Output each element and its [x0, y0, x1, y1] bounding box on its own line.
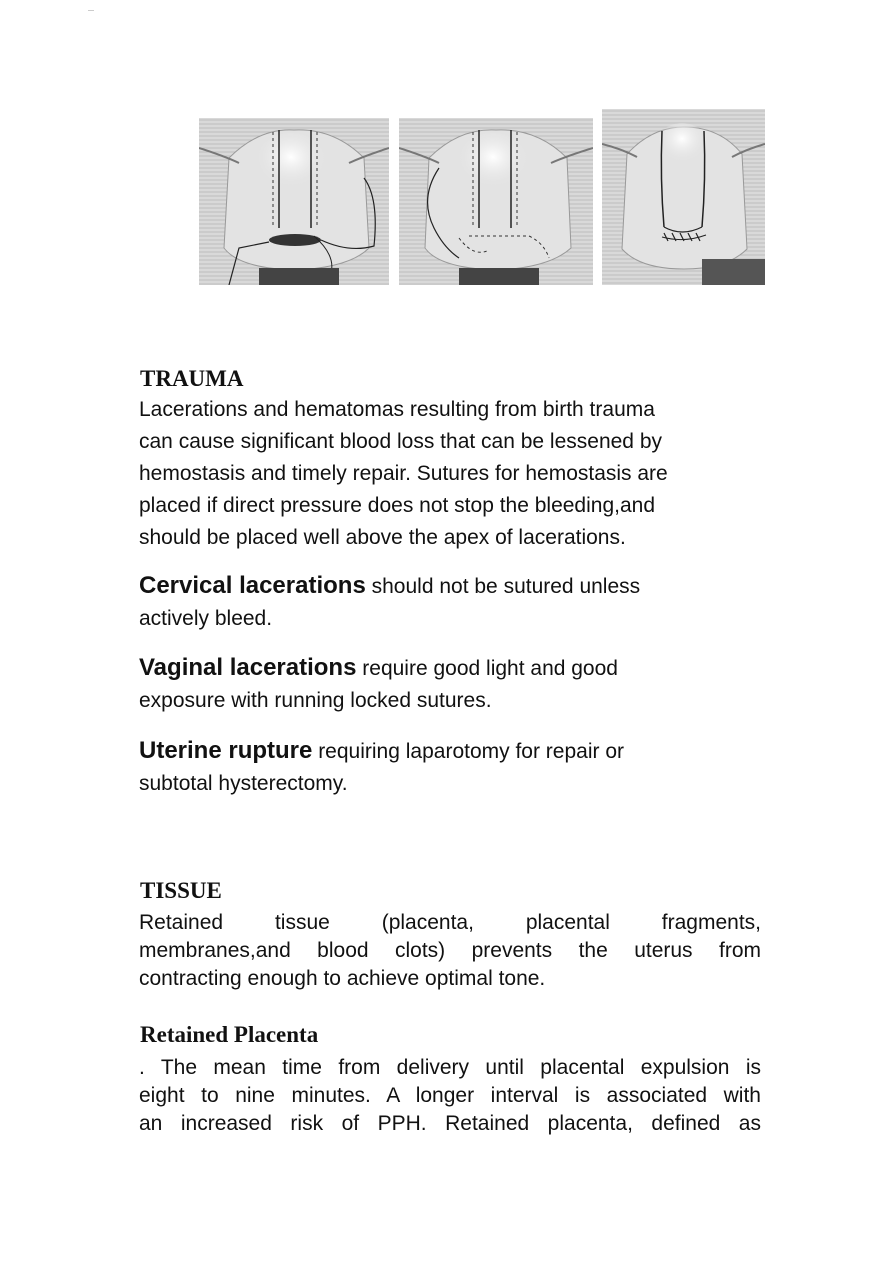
uterine-lead: Uterine rupture	[139, 737, 313, 764]
tissue-line: membranes,and blood clots) prevents the uterus from	[139, 939, 761, 962]
cervical-text: should not be sutured unless	[365, 575, 641, 598]
vaginal-paragraph	[139, 652, 764, 717]
retained-placenta-heading: Retained Placenta	[140, 1022, 319, 1047]
vaginal-lead: Vaginal lacerations	[139, 654, 357, 681]
cervical-line-2: actively bleed.	[139, 607, 273, 630]
uterine-line-2: subtotal hysterectomy.	[139, 772, 348, 795]
trauma-paragraph	[139, 394, 764, 554]
cervical-paragraph	[139, 570, 764, 635]
uterine-paragraph	[139, 735, 764, 800]
trauma-line: placed if direct pressure does not stop the bleeding,and	[139, 494, 656, 517]
retained-placenta-paragraph	[139, 1054, 761, 1138]
tissue-line: contracting enough to achieve optimal tone.	[139, 967, 546, 990]
vaginal-text: require good light and good	[356, 657, 618, 680]
uterus-suture-drawing-1	[199, 118, 389, 285]
tissue-line: Retained tissue (placenta, placental fragments,	[139, 911, 761, 934]
retained-placenta-line: an increased risk of PPH. Retained placenta, defined as	[139, 1112, 761, 1135]
suture-figure-right	[602, 109, 765, 285]
trauma-line: should be placed well above the apex of lacerations.	[139, 526, 626, 549]
tissue-paragraph	[139, 909, 761, 993]
suture-illustrations	[199, 109, 765, 285]
retained-placenta-line: . The mean time from delivery until placental expulsion is	[139, 1056, 761, 1079]
trauma-line: Lacerations and hematomas resulting from birth trauma	[139, 398, 655, 421]
uterine-text: requiring laparotomy for repair or	[312, 740, 624, 763]
suture-figure-left	[199, 118, 389, 285]
trauma-line: can cause significant blood loss that can be lessened by	[139, 430, 663, 453]
trauma-heading: TRAUMA	[140, 366, 244, 391]
uterus-suture-drawing-2	[399, 118, 593, 285]
uterus-suture-drawing-3	[602, 109, 765, 285]
trauma-line: hemostasis and timely repair. Sutures for hemostasis are	[139, 462, 668, 485]
scan-mark	[88, 10, 94, 11]
suture-figure-middle	[399, 118, 593, 285]
tissue-heading: TISSUE	[140, 878, 222, 903]
vaginal-line-2: exposure with running locked sutures.	[139, 689, 492, 712]
retained-placenta-line: eight to nine minutes. A longer interval is associated with	[139, 1084, 761, 1107]
cervical-lead: Cervical lacerations	[139, 572, 366, 599]
